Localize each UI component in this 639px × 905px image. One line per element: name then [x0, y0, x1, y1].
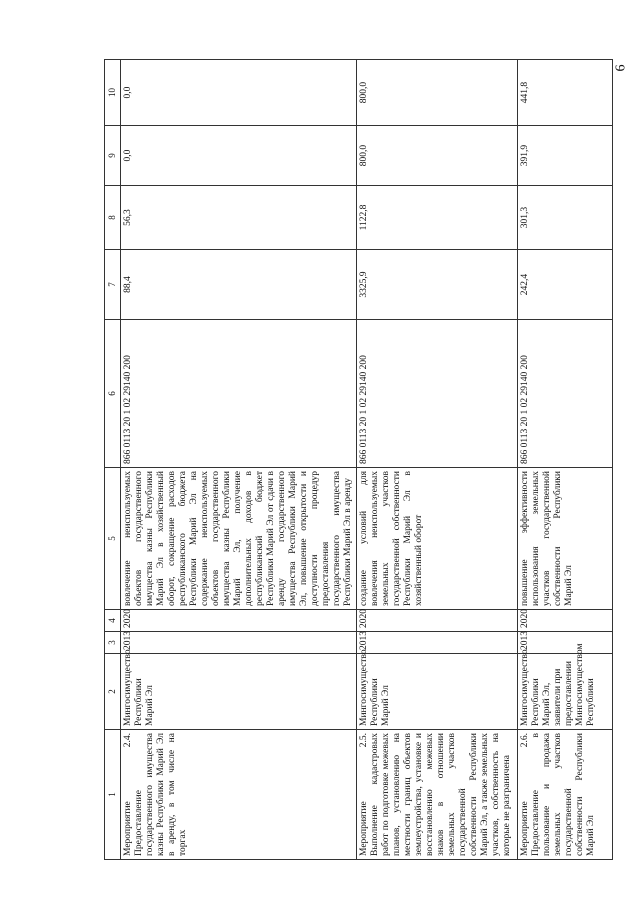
start-year: 2013 [518, 632, 613, 654]
value-col-10: 0,0 [121, 60, 357, 126]
executor: Мингосимущество Республики Марий Эл [357, 654, 518, 730]
end-year: 2020 [121, 610, 357, 632]
header-cell: 7 [105, 250, 121, 320]
measure-name: Мероприятие 2.5. Выполнение кадастровых работ по подготовке межевых планов, установлению на местности границ объектов землеустройства, установке и восстановлению межевых знаков в отношении земельных участков государственной собственности Республики Марий Эл, а также земельных участков, собственность на которые не разграничена [357, 730, 518, 860]
value-col-9: 0,0 [121, 126, 357, 186]
program-table [104, 59, 613, 860]
header-cell: 6 [105, 320, 121, 468]
header-row [105, 60, 121, 860]
header-cell: 9 [105, 126, 121, 186]
value-col-9: 391,9 [518, 126, 613, 186]
table-row [518, 60, 613, 860]
header-cell: 4 [105, 610, 121, 632]
budget-code: 866 0113 20 1 02 29140 200 [121, 320, 357, 468]
rotated-table-container [104, 60, 604, 860]
value-col-10: 441,8 [518, 60, 613, 126]
value-col-9: 800,0 [357, 126, 518, 186]
end-year: 2020 [518, 610, 613, 632]
header-cell: 10 [105, 60, 121, 126]
value-col-7: 242,4 [518, 250, 613, 320]
start-year: 2013 [121, 632, 357, 654]
expected-result: повышение эффективности использования земельных участков государственной собственности Республики Марий Эл [518, 468, 613, 610]
budget-code: 866 0113 20 1 02 29140 200 [518, 320, 613, 468]
measure-name: Мероприятие 2.6. Предоставление в пользование и продажа земельных участков государственной собственности Республики Марий Эл [518, 730, 613, 860]
value-col-7: 88,4 [121, 250, 357, 320]
header-cell: 3 [105, 632, 121, 654]
value-col-7: 3325,9 [357, 250, 518, 320]
expected-result: вовлечение неиспользуемых объектов государственного имущества казны Республики Марий Эл в хозяйственный оборот, сокращение расходов республиканского бюджета Республики Марий Эл на содержание неиспользуемых объектов государственного имущества казны Республики Марий Эл, получение дополнительных доходов в республиканский бюджет Республики Марий Эл от сдачи в аренду государственного имущества Республики Марий Эл, повышение открытости и доступности процедур предоставления государственного имущества Республики Марий Эл в аренду [121, 468, 357, 610]
executor: Мингосимущество Республики Марий Эл [121, 654, 357, 730]
value-col-8: 1122,8 [357, 186, 518, 250]
start-year: 2013 [357, 632, 518, 654]
table-row [357, 60, 518, 860]
value-col-10: 800,0 [357, 60, 518, 126]
budget-code: 866 0113 20 1 02 29140 200 [357, 320, 518, 468]
table-row [121, 60, 357, 860]
header-cell: 5 [105, 468, 121, 610]
expected-result: создание условий для вовлечения неиспользуемых земельных участков государственной собственности Республики Марий Эл в хозяйственный оборот [357, 468, 518, 610]
value-col-8: 301,3 [518, 186, 613, 250]
page-number: 6 [613, 64, 629, 72]
header-cell: 8 [105, 186, 121, 250]
header-cell: 1 [105, 730, 121, 860]
end-year: 2020 [357, 610, 518, 632]
executor: Мингосимущество Республики Марий Эл, заявители при предоставлении Мингосимуществом Республики [518, 654, 613, 730]
measure-name: Мероприятие 2.4. Предоставление государственного имущества казны Республики Марий Эл в аренду, в том числе на торгах [121, 730, 357, 860]
header-cell: 2 [105, 654, 121, 730]
value-col-8: 56,3 [121, 186, 357, 250]
